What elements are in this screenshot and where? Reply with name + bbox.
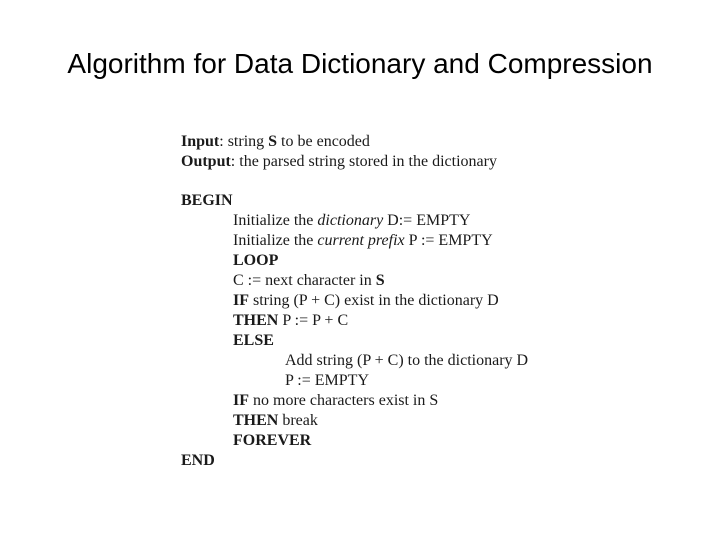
init-dict-text-1: Initialize the	[233, 212, 318, 229]
if-keyword-1: IF	[233, 292, 249, 309]
if-exist-line	[233, 291, 499, 311]
init-prefix-text-2: P := EMPTY	[404, 232, 493, 249]
init-prefix-line	[233, 231, 493, 251]
then-append-line	[233, 311, 348, 331]
begin-keyword: BEGIN	[181, 192, 233, 209]
else-keyword: ELSE	[233, 332, 274, 349]
then-break-line	[233, 411, 318, 431]
reset-prefix-line: P := EMPTY	[285, 372, 369, 389]
next-char-text: C := next character in	[233, 272, 376, 289]
then-break-text: break	[278, 412, 318, 429]
input-text-1: : string	[219, 133, 269, 150]
init-dict-italic: dictionary	[317, 212, 384, 229]
output-text: : the parsed string stored in the dictionary	[230, 153, 497, 170]
if-keyword-2: IF	[233, 392, 249, 409]
then-keyword-2: THEN	[233, 412, 279, 429]
next-char-s: S	[375, 272, 385, 289]
if-exist-text: string (P + C) exist in the dictionary D	[249, 292, 499, 309]
if-no-more-line	[233, 391, 438, 411]
slide-title: Algorithm for Data Dictionary and Compression	[67, 48, 653, 79]
init-prefix-text-1: Initialize the	[233, 232, 318, 249]
init-dict-text-2: D:= EMPTY	[383, 212, 471, 229]
if-no-more-text: no more characters exist in S	[249, 392, 439, 409]
input-text-2: to be encoded	[277, 133, 370, 150]
add-string-line: Add string (P + C) to the dictionary D	[285, 352, 529, 369]
then-append-text: P := P + C	[278, 312, 349, 329]
loop-keyword: LOOP	[233, 252, 279, 269]
input-line	[181, 132, 370, 152]
output-line	[181, 152, 497, 172]
init-prefix-italic: current prefix	[317, 232, 405, 249]
init-dictionary-line	[233, 211, 470, 231]
end-keyword: END	[181, 452, 215, 469]
then-keyword-1: THEN	[233, 312, 279, 329]
input-label: Input	[181, 133, 220, 150]
next-char-line	[233, 271, 385, 291]
input-s: S	[268, 133, 278, 150]
forever-keyword: FOREVER	[233, 432, 312, 449]
output-label: Output	[181, 153, 231, 170]
